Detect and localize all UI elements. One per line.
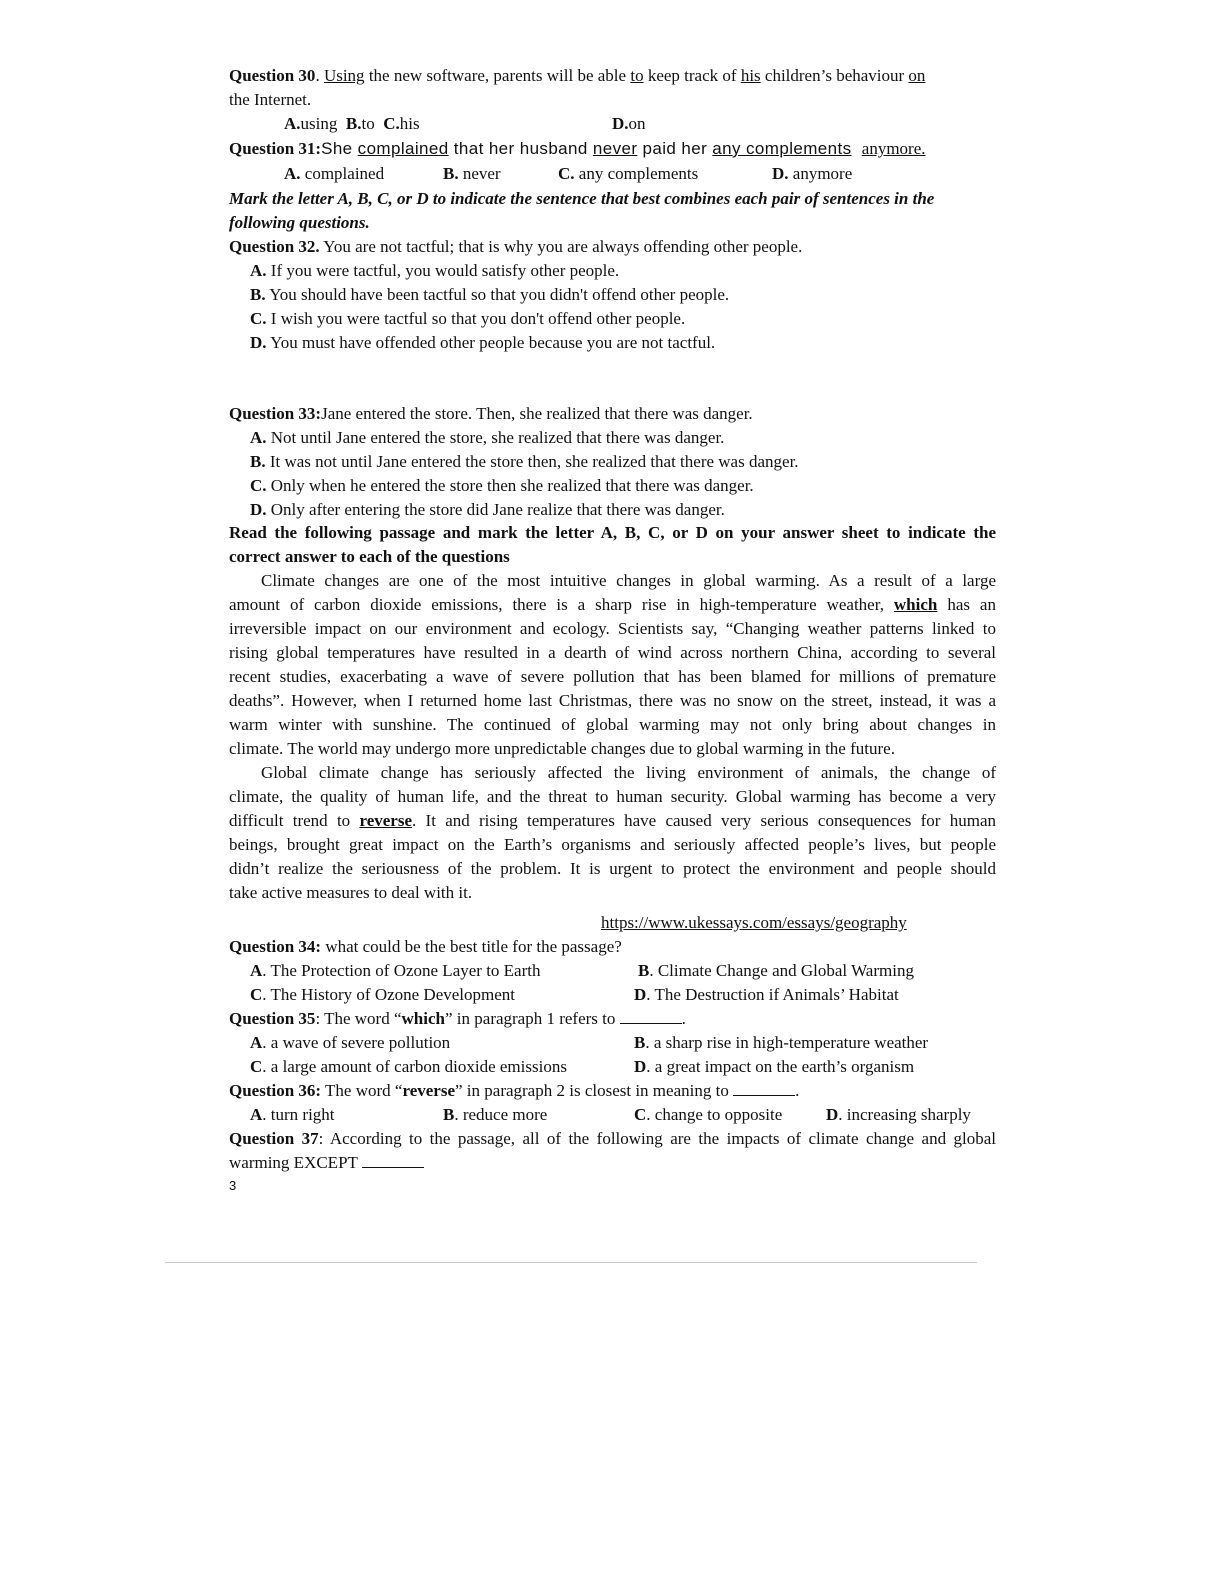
question-label: Question 36: — [229, 1081, 322, 1100]
q33-answer-c: C. Only when he entered the store then she realized that there was danger. — [250, 476, 754, 495]
question-31: Question 31:She complained that her husband never paid her any complements anymore. — [229, 139, 926, 158]
passage-line: irreversible impact on our environment and ecology. Scientists say, “Changing weather patterns linked to — [229, 619, 996, 638]
passage-line: difficult trend to reverse. It and rising temperatures have caused very serious consequences for human — [229, 811, 997, 830]
question-label: Question 32. — [229, 237, 320, 256]
q33-answer-d: D. Only after entering the store did Jane realize that there was danger. — [250, 500, 725, 519]
q33-answer-b: B. It was not until Jane entered the store then, she realized that there was danger. — [250, 452, 799, 471]
question-37: Question 37: According to the passage, all of the following are the impacts of climate change and global — [229, 1129, 997, 1148]
question-label: Question 34: — [229, 937, 322, 956]
q31-answer-d: D. anymore — [772, 164, 853, 183]
underlined-option: any complements — [712, 139, 852, 158]
question-36: Question 36: The word “reverse” in paragraph 2 is closest in meaning to . — [229, 1081, 800, 1100]
underlined-option: anymore. — [861, 139, 926, 158]
passage-line: rising global temperatures have resulted in a dearth of wind across northern China, according to several — [229, 643, 996, 662]
question-label: Question 37 — [229, 1129, 319, 1148]
question-30: Question 30. Using the new software, parents will be able to keep track of his children’s behaviour on — [229, 66, 926, 85]
page-number: 3 — [229, 1178, 237, 1193]
q32-answer-b: B. You should have been tactful so that you didn't offend other people. — [250, 285, 730, 304]
passage-line: didn’t realize the seriousness of the problem. It is urgent to protect the environment and people should — [229, 859, 996, 878]
q31-answer-c: C. any complements — [558, 164, 699, 183]
q35-answer-d: D. a great impact on the earth’s organism — [634, 1057, 915, 1076]
question-label: Question 30 — [229, 66, 316, 85]
question-32: Question 32. You are not tactful; that is why you are always offending other people. — [229, 237, 803, 256]
underlined-option: never — [592, 139, 638, 158]
reading-instruction-continued: correct answer to each of the questions — [229, 547, 510, 566]
question-35: Question 35: The word “which” in paragraph 1 refers to . — [229, 1009, 686, 1028]
q32-answer-a: A. If you were tactful, you would satisfy other people. — [250, 261, 620, 280]
passage-line: amount of carbon dioxide emissions, there is a sharp rise in high-temperature weather, which has an — [229, 595, 996, 614]
underlined-option: complained — [357, 139, 449, 158]
q30-answers: A.using B.to C.his — [284, 114, 420, 133]
question-30-continued: the Internet. — [229, 90, 312, 109]
q34-answer-c: C. The History of Ozone Development — [250, 985, 516, 1004]
answer-blank — [733, 1081, 795, 1096]
passage-line: deaths”. However, when I returned home last Christmas, there was no snow on the street, instead, it was a — [229, 691, 996, 710]
passage-line: beings, brought great impact on the Earth’s organisms and seriously affected people’s lives, but people — [229, 835, 996, 854]
q35-answer-a: A. a wave of severe pollution — [250, 1033, 451, 1052]
q32-answer-c: C. I wish you were tactful so that you don't offend other people. — [250, 309, 686, 328]
q36-answer-a: A. turn right — [250, 1105, 335, 1124]
passage-line: Global climate change has seriously affected the living environment of animals, the change of — [261, 763, 996, 782]
q35-answer-b: B. a sharp rise in high-temperature weather — [634, 1033, 929, 1052]
answer-blank — [362, 1153, 424, 1168]
page-divider — [165, 1262, 977, 1263]
q34-answer-b: B. Climate Change and Global Warming — [638, 961, 914, 980]
q32-answer-d: D. You must have offended other people because you are not tactful. — [250, 333, 716, 352]
q34-answer-d: D. The Destruction if Animals’ Habitat — [634, 985, 899, 1004]
q36-answer-b: B. reduce more — [443, 1105, 548, 1124]
passage-line: recent studies, exacerbating a wave of severe pollution that has been blamed for millions of premature — [229, 667, 996, 686]
underlined-option: on — [908, 66, 926, 85]
q36-answer-d: D. increasing sharply — [826, 1105, 971, 1124]
section-instruction: Mark the letter A, B, C, or D to indicate the sentence that best combines each pair of sentences in the — [229, 189, 935, 208]
underlined-option: his — [740, 66, 761, 85]
question-33: Question 33:Jane entered the store. Then, she realized that there was danger. — [229, 404, 753, 423]
question-label: Question 35 — [229, 1009, 316, 1028]
passage-line: Climate changes are one of the most intuitive changes in global warming. As a result of a large — [261, 571, 996, 590]
q35-answer-c: C. a large amount of carbon dioxide emissions — [250, 1057, 567, 1076]
question-label: Question 31: — [229, 139, 322, 158]
reading-instruction: Read the following passage and mark the letter A, B, C, or D on your answer sheet to indicate the — [229, 523, 996, 542]
question-label: Question 33: — [229, 404, 322, 423]
passage-line: climate. The world may undergo more unpredictable changes due to global warming in the future. — [229, 739, 895, 758]
source-link[interactable]: https://www.ukessays.com/essays/geography — [601, 913, 907, 932]
underlined-option: Using — [323, 66, 365, 85]
q31-answer-a: A. complained — [284, 164, 385, 183]
underlined-option: to — [630, 66, 644, 85]
question-34: Question 34: what could be the best title for the passage? — [229, 937, 622, 956]
section-instruction-continued: following questions. — [229, 213, 370, 232]
highlighted-word-reverse: reverse — [359, 811, 412, 830]
answer-blank — [620, 1009, 682, 1024]
highlighted-word-which: which — [893, 595, 938, 614]
passage-line: take active measures to deal with it. — [229, 883, 473, 902]
question-37-continued: warming EXCEPT — [229, 1152, 424, 1174]
passage-line: warm winter with sunshine. The continued of global warming may not only bring about changes in — [229, 715, 996, 734]
q34-answer-a: A. The Protection of Ozone Layer to Earth — [250, 961, 541, 980]
q30-answer-d: D.on — [612, 114, 646, 133]
q36-answer-c: C. change to opposite — [634, 1105, 783, 1124]
q31-answer-b: B. never — [443, 164, 501, 183]
passage-line: climate, the quality of human life, and the threat to human security. Global warming has become a very — [229, 787, 996, 806]
q33-answer-a: A. Not until Jane entered the store, she realized that there was danger. — [250, 428, 725, 447]
